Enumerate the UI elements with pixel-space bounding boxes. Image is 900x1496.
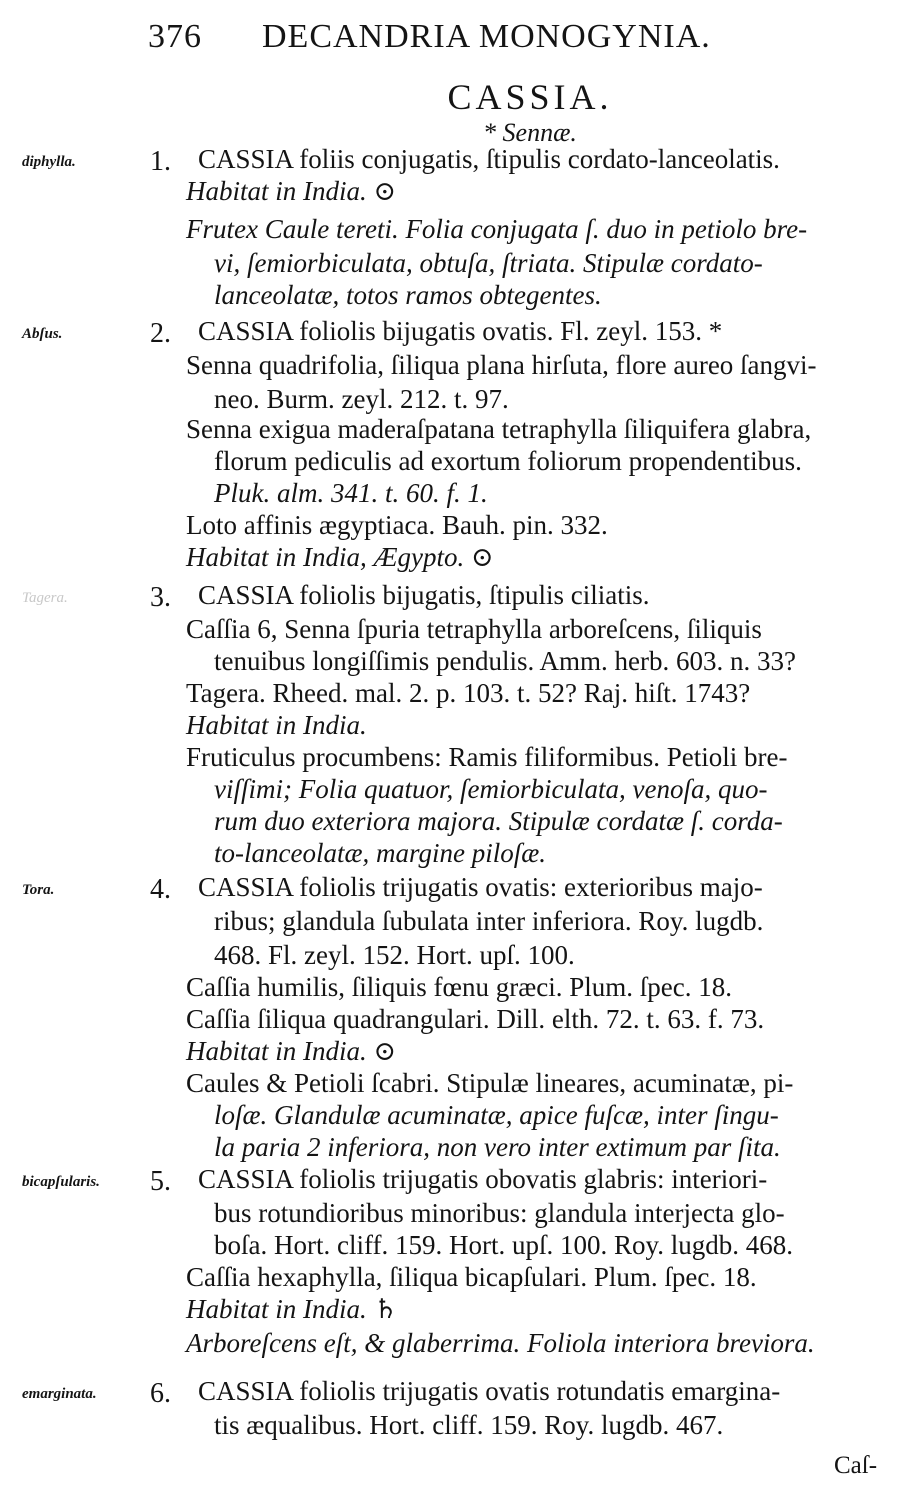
entry-line: bus rotundioribus minoribus: glandula interjecta glo- xyxy=(214,1198,785,1228)
entry-line: CASSIA foliolis bijugatis, ſtipulis ciliatis. xyxy=(198,580,650,610)
entry-number: 4. xyxy=(150,874,171,905)
trivial-name: diphylla. xyxy=(22,154,76,170)
entry-line: Caules & Petioli ſcabri. Stipulæ lineares, acuminatæ, pi- xyxy=(186,1068,794,1098)
entry-number: 1. xyxy=(150,146,171,177)
entry-number: 6. xyxy=(150,1378,171,1409)
entry-line: tenuibus longiſſimis pendulis. Amm. herb. 603. n. 33? xyxy=(214,646,796,676)
entry-line: Frutex Caule tereti. Folia conjugata ſ. duo in petiolo bre- xyxy=(186,214,808,244)
entry-line: Arboreſcens eſt, & glaberrima. Foliola interiora breviora. xyxy=(186,1328,815,1358)
entry-line: ribus; glandula ſubulata inter inferiora. Roy. lugdb. xyxy=(214,906,764,936)
entry-number: 3. xyxy=(150,582,171,613)
running-title: DECANDRIA MONOGYNIA. xyxy=(262,18,711,55)
trivial-name: Abſus. xyxy=(22,326,63,342)
entry-line: to-lanceolatæ, margine piloſæ. xyxy=(214,838,546,868)
entry-line: Habitat in India. ⊙ xyxy=(186,176,397,206)
page-header xyxy=(148,18,848,56)
entry-line: viſſimi; Folia quatuor, ſemiorbiculata, venoſa, quo- xyxy=(214,774,768,804)
entry-line: CASSIA foliolis trijugatis ovatis rotundatis emargina- xyxy=(198,1376,781,1406)
trivial-name: Tagera. xyxy=(22,590,68,606)
entry-line: la paria 2 inferiora, non vero inter extimum par ſita. xyxy=(214,1132,781,1162)
entry-line: CASSIA foliis conjugatis, ſtipulis cordato-lanceolatis. xyxy=(198,144,780,174)
entry-line: tis æqualibus. Hort. cliff. 159. Roy. lugdb. 467. xyxy=(214,1410,724,1440)
trivial-name: Tora. xyxy=(22,882,55,898)
trivial-name: emarginata. xyxy=(22,1386,97,1402)
entry-line: boſa. Hort. cliff. 159. Hort. upſ. 100. Roy. lugdb. 468. xyxy=(214,1230,793,1260)
entry-number: 5. xyxy=(150,1166,171,1197)
genus-heading: CASSIA. xyxy=(447,77,613,117)
entry-line: Caſſia hexaphylla, ſiliqua bicapſulari. Plum. ſpec. 18. xyxy=(186,1262,757,1292)
entry-line: CASSIA foliolis trijugatis obovatis glabris: interiori- xyxy=(198,1164,768,1194)
entry-line: florum pediculis ad exortum foliorum propendentibus. xyxy=(214,446,802,476)
entry-line: neo. Burm. zeyl. 212. t. 97. xyxy=(214,384,509,414)
entry-number: 2. xyxy=(150,318,171,349)
entry-line: Pluk. alm. 341. t. 60. f. 1. xyxy=(214,478,488,508)
entry-line: Senna exigua maderaſpatana tetraphylla ſiliquifera glabra, xyxy=(186,414,812,444)
entry-line: Senna quadrifolia, ſiliqua plana hirſuta, flore aureo ſangvi- xyxy=(186,350,817,380)
section-heading: * Sennæ. xyxy=(483,118,577,147)
entry-line: rum duo exteriora majora. Stipulæ cordatæ ſ. corda- xyxy=(214,806,783,836)
trivial-name: bicapſularis. xyxy=(22,1174,100,1190)
entry-line: CASSIA foliolis trijugatis ovatis: exterioribus majo- xyxy=(198,872,763,902)
entry-line: CASSIA foliolis bijugatis ovatis. Fl. zeyl. 153. * xyxy=(198,316,723,346)
entry-line: Caſſia ſiliqua quadrangulari. Dill. elth. 72. t. 63. f. 73. xyxy=(186,1004,765,1034)
entry-line: Caſſia humilis, ſiliquis fœnu græci. Plum. ſpec. 18. xyxy=(186,972,732,1002)
entry-line: vi, ſemiorbiculata, obtuſa, ſtriata. Stipulæ cordato- xyxy=(214,248,763,278)
entry-line: Caſſia 6, Senna ſpuria tetraphylla arboreſcens, ſiliquis xyxy=(186,614,762,644)
catchword: Caſ- xyxy=(834,1452,878,1479)
entry-line: Habitat in India. ♄ xyxy=(186,1294,398,1324)
entry-line: Habitat in India. xyxy=(186,710,367,740)
entry-line: Habitat in India. ⊙ xyxy=(186,1036,397,1066)
entry-line: loſæ. Glandulæ acuminatæ, apice fuſcæ, inter ſingu- xyxy=(214,1100,779,1130)
page-number: 376 xyxy=(148,18,202,55)
entry-line: 468. Fl. zeyl. 152. Hort. upſ. 100. xyxy=(214,940,575,970)
entry-line: Loto affinis ægyptiaca. Bauh. pin. 332. xyxy=(186,510,608,540)
entry-line: lanceolatæ, totos ramos obtegentes. xyxy=(214,280,602,310)
entry-line: Habitat in India, Ægypto. ⊙ xyxy=(186,542,494,572)
entry-line: Fruticulus procumbens: Ramis filiformibus. Petioli bre- xyxy=(186,742,788,772)
entry-line: Tagera. Rheed. mal. 2. p. 103. t. 52? Raj. hiſt. 1743? xyxy=(186,678,751,708)
